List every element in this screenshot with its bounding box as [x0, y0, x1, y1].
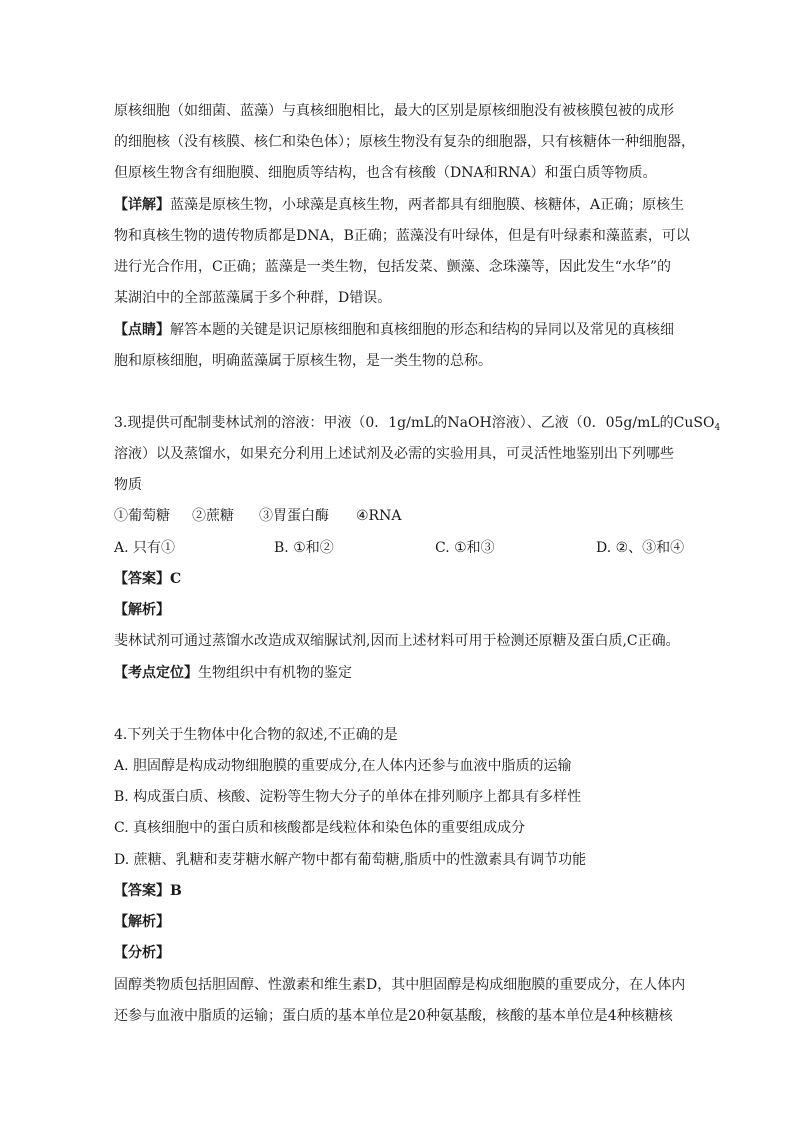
q2-detail-line-3: 进行光合作用，C正确；蓝藻是一类生物，包括发菜、颤藻、念珠藻等，因此发生“水华”的 [114, 259, 672, 275]
q4-option-c: C. 真核细胞中的蛋白质和核酸都是线粒体和染色体的重要组成成分 [114, 820, 526, 836]
q3-answer: 【答案】C [114, 571, 182, 587]
q2-detail-line-2: 物和真核生物的遗传物质都是DNA，B正确；蓝藻没有叶绿体，但是有叶绿素和藻蓝素，可以 [114, 228, 690, 244]
q4-option-d: D. 蔗糖、乳糖和麦芽糖水解产物中都有葡萄糖,脂质中的性激素具有调节功能 [114, 852, 587, 868]
q4-fenxi-line-1: 固醇类物质包括胆固醇、性激素和维生素D，其中胆固醇是构成细胞膜的重要成分，在人体内 [114, 977, 686, 993]
q3-stem-line-1 [114, 413, 721, 438]
q3-option-c: C. ①和③ [435, 540, 495, 556]
q2-analysis-line-2: 的细胞核（没有核膜、核仁和染色体）；原核生物没有复杂的细胞器，只有核糖体一种细胞器， [114, 134, 695, 150]
q4-option-b: B. 构成蛋白质、核酸、淀粉等生物大分子的单体在排列顺序上都具有多样性 [114, 789, 582, 805]
q3-option-d: D. ②、③和④ [596, 540, 685, 556]
q3-keypoint-line [114, 663, 694, 683]
q2-analysis-line-1: 原核细胞（如细菌、蓝藻）与真核细胞相比，最大的区别是原核细胞没有被核膜包被的成形 [114, 103, 674, 119]
q3-option-b: B. ①和② [274, 540, 334, 556]
q4-stem: 4.下列关于生物体中化合物的叙述,不正确的是 [114, 727, 398, 743]
q3-item-3: ③胃蛋白酶 [259, 508, 329, 524]
q2-detail-line-4: 某湖泊中的全部蓝藻属于多个种群，D错误。 [114, 290, 392, 306]
q3-analysis-text: 斐林试剂可通过蒸馏水改造成双缩脲试剂,因而上述材料可用于检测还原糖及蛋白质,C正确。 [114, 633, 680, 649]
detail-text: 蓝藻是原核生物，小球藻是真核生物，两者都具有细胞膜、核糖体，A正确；原核生 [170, 197, 685, 213]
q3-stem-text: 3.现提供可配制斐林试剂的溶液：甲液（0．1g/mL的NaOH溶液）、乙液（0．05g/mL的CuSO [114, 415, 715, 431]
q3-item-1: ①葡萄糖 [114, 508, 170, 524]
point-text: 解答本题的关键是识记原核细胞和真核细胞的形态和结构的异同以及常见的真核细 [170, 322, 674, 338]
q4-fenxi-tag: 【分析】 [114, 945, 170, 961]
keypoint-text: 生物组织中有机物的鉴定 [198, 665, 352, 681]
q4-answer: 【答案】B [114, 883, 182, 899]
q3-stem-line-2: 溶液）以及蒸馏水，如果充分利用上述试剂及必需的实验用具，可灵活性地鉴别出下列哪些 [114, 446, 674, 462]
q2-analysis-line-3: 但原核生物含有细胞膜、细胞质等结构，也含有核酸（DNA和RNA）和蛋白质等物质。 [114, 165, 657, 181]
q2-point-line-2: 胞和原核细胞，明确蓝藻属于原核生物，是一类生物的总称。 [114, 353, 492, 369]
q3-option-a: A. 只有① [114, 540, 176, 556]
detail-tag: 【详解】 [114, 197, 170, 213]
q3-stem-line-3: 物质 [114, 477, 142, 493]
q2-point-line-1 [114, 320, 694, 340]
q3-analysis-tag: 【解析】 [114, 602, 170, 618]
q2-detail-line-1 [114, 195, 694, 215]
q4-fenxi-line-2: 还参与血液中脂质的运输；蛋白质的基本单位是20种氨基酸，核酸的基本单位是4种核糖核 [114, 1008, 673, 1024]
point-tag: 【点睛】 [114, 322, 170, 338]
q3-item-2: ②蔗糖 [192, 508, 234, 524]
q3-subscript: 4 [714, 423, 721, 433]
q4-analysis-tag: 【解析】 [114, 914, 170, 930]
q4-option-a: A. 胆固醇是构成动物细胞膜的重要成分,在人体内还参与血液中脂质的运输 [114, 758, 572, 774]
q3-item-4: ④RNA [356, 508, 402, 524]
keypoint-tag: 【考点定位】 [114, 665, 198, 681]
